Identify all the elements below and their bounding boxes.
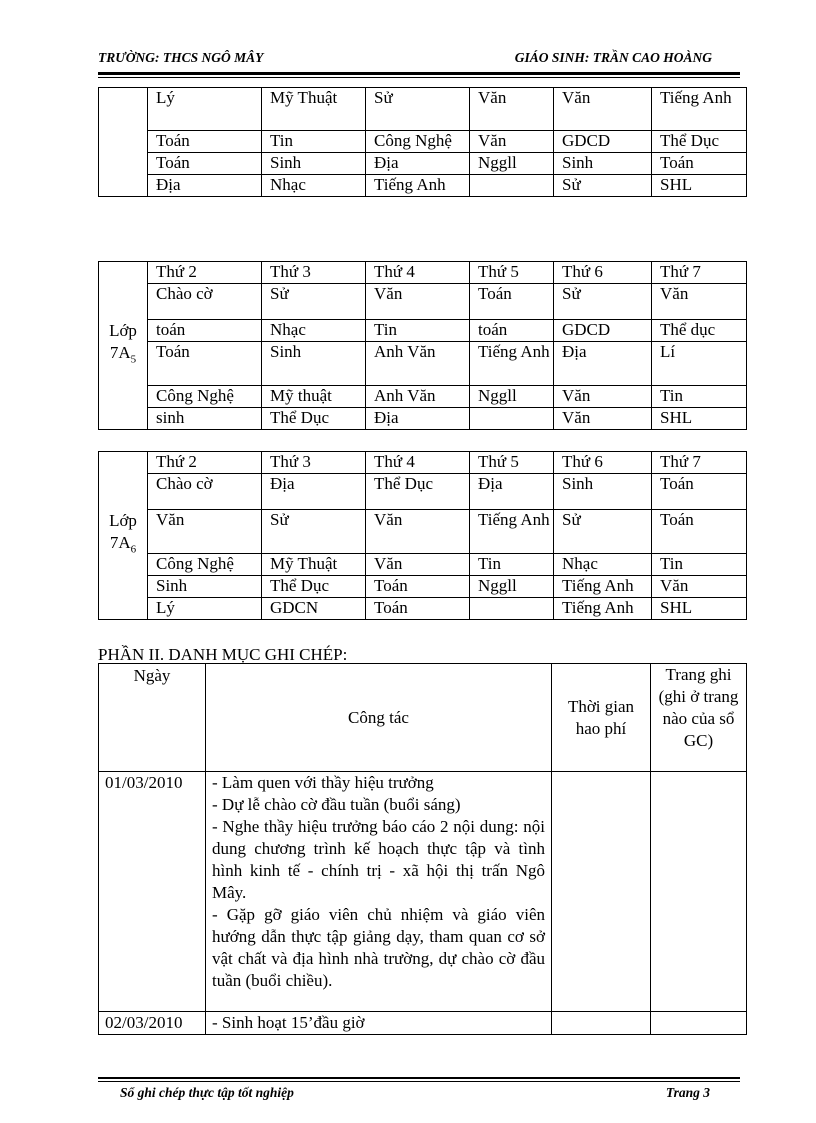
table-cell: Toán <box>148 153 262 175</box>
task-line: - Dự lễ chào cờ đầu tuần (buổi sáng) <box>212 795 461 814</box>
footer-title: Sổ ghi chép thực tập tốt nghiệp <box>120 1085 294 1100</box>
table-cell: toán <box>470 320 554 342</box>
task-line: - Nghe thầy hiệu trưởng báo cáo 2 nội dung: nội dung chương trình kế hoạch thực tập và tình hình kinh tế - chính trị - xã hội thị trấn Ngô Mây. <box>212 817 545 902</box>
table-cell: Thể Dục <box>262 408 366 430</box>
table-cell: GDCD <box>554 320 652 342</box>
table-cell: Nhạc <box>262 175 366 197</box>
table-cell: Nggll <box>470 153 554 175</box>
table-cell: Sử <box>554 510 652 554</box>
page-header-cell: Trang ghi (ghi ở trang nào của sổ GC) <box>651 664 747 772</box>
task-line: - Làm quen với thầy hiệu trưởng <box>212 773 434 792</box>
table-row <box>99 772 747 1012</box>
table-cell: Tin <box>652 554 747 576</box>
table-cell: Lý <box>148 598 262 620</box>
table-cell: Chào cờ <box>148 474 262 510</box>
table-row <box>99 452 747 474</box>
table-cell: Toán <box>148 342 262 386</box>
table-cell: Sử <box>262 284 366 320</box>
table-header-cell: Thứ 3 <box>262 452 366 474</box>
table-cell: Tin <box>652 386 747 408</box>
table-cell: Tin <box>470 554 554 576</box>
table-cell: Lí <box>652 342 747 386</box>
table-cell: Văn <box>652 576 747 598</box>
task-header: Công tác <box>206 664 552 772</box>
table-cell: Mỹ Thuật <box>262 554 366 576</box>
entry-date: 01/03/2010 <box>99 772 206 1012</box>
section-title: PHẦN II. DANH MỤC GHI CHÉP: <box>98 645 348 664</box>
table-cell: Sinh <box>554 153 652 175</box>
table-cell: Nhạc <box>262 320 366 342</box>
table-cell: sinh <box>148 408 262 430</box>
table-header-cell: Thứ 7 <box>652 262 747 284</box>
footer-rule-thin <box>98 1081 740 1082</box>
table-cell: Tiếng Anh <box>554 576 652 598</box>
table-row <box>99 598 747 620</box>
table-cell <box>470 175 554 197</box>
table-row <box>99 131 747 153</box>
table-cell: Toán <box>652 510 747 554</box>
entry-date: 02/03/2010 <box>99 1012 206 1035</box>
class-prefix: Lớp <box>109 321 137 341</box>
entry-time <box>552 772 651 1012</box>
table-cell: Địa <box>470 474 554 510</box>
table-row <box>99 175 747 197</box>
table-cell: Tiếng Anh <box>366 175 470 197</box>
date-header: Ngày <box>99 664 206 772</box>
table-cell: Công Nghệ <box>366 131 470 153</box>
entry-page <box>651 772 747 1012</box>
class-subscript: 6 <box>130 543 137 556</box>
page-number: Trang 3 <box>665 1085 710 1100</box>
table-row <box>99 554 747 576</box>
table-header-cell: Thứ 7 <box>652 452 747 474</box>
table-cell: Anh Văn <box>366 342 470 386</box>
table-cell: Nggll <box>470 576 554 598</box>
table-cell: Mỹ thuật <box>262 386 366 408</box>
timetable-7a5 <box>98 261 747 430</box>
table-row <box>99 1012 747 1035</box>
table-row <box>99 386 747 408</box>
table-cell: Văn <box>470 131 554 153</box>
table-cell: Văn <box>554 386 652 408</box>
table-cell: Địa <box>554 342 652 386</box>
table-cell: Địa <box>148 175 262 197</box>
table-cell: Văn <box>652 284 747 320</box>
task-line: - Gặp gỡ giáo viên chủ nhiệm và giáo viên hướng dẫn thực tập giảng dạy, tham quan cơ sở vật chất và địa hình nhà trường, dự chào cờ đầu tuần (buổi chiều). <box>212 905 545 990</box>
page-header <box>98 50 740 72</box>
table-cell: Văn <box>148 510 262 554</box>
table-header-cell: Thứ 5 <box>470 262 554 284</box>
table-cell: Công Nghệ <box>148 386 262 408</box>
table-cell: Mỹ Thuật <box>262 88 366 131</box>
footer-rule <box>98 1077 740 1079</box>
table-row <box>99 342 747 386</box>
table-cell: Tiếng Anh <box>554 598 652 620</box>
table-cell: Văn <box>366 510 470 554</box>
class-label <box>99 452 148 620</box>
table-header-row <box>99 664 747 772</box>
table-cell: Sinh <box>148 576 262 598</box>
header-rule <box>98 72 740 75</box>
table-cell: Tiếng Anh <box>652 88 747 131</box>
table-cell: Toán <box>148 131 262 153</box>
table-cell: Thể Dục <box>652 131 747 153</box>
table-row <box>99 153 747 175</box>
table-cell: Văn <box>366 554 470 576</box>
table-cell <box>470 408 554 430</box>
table-header-cell: Thứ 6 <box>554 262 652 284</box>
table-cell: Tin <box>366 320 470 342</box>
timetable-continued <box>98 87 747 197</box>
table-row <box>99 284 747 320</box>
table-cell: Toán <box>366 598 470 620</box>
table-header-cell: Thứ 5 <box>470 452 554 474</box>
table-header-cell: Thứ 4 <box>366 452 470 474</box>
table-cell: Thể dục <box>652 320 747 342</box>
table-cell: Văn <box>554 408 652 430</box>
table-row <box>99 474 747 510</box>
table-cell: toán <box>148 320 262 342</box>
timetable-7a6 <box>98 451 747 620</box>
table-cell: Sinh <box>262 153 366 175</box>
class-name: 7A <box>109 343 131 363</box>
table-cell: Toán <box>366 576 470 598</box>
entry-task <box>206 1012 552 1035</box>
table-cell: Tiếng Anh <box>470 342 554 386</box>
table-cell: Nggll <box>470 386 554 408</box>
table-cell: SHL <box>652 408 747 430</box>
table-cell: Sử <box>366 88 470 131</box>
table-cell: Chào cờ <box>148 284 262 320</box>
table-cell: GDCD <box>554 131 652 153</box>
table-cell: Sinh <box>554 474 652 510</box>
table-header-cell: Thứ 4 <box>366 262 470 284</box>
table-header-cell: Thứ 2 <box>148 262 262 284</box>
table-cell: Thể Dục <box>366 474 470 510</box>
table-cell <box>470 598 554 620</box>
class-prefix: Lớp <box>109 511 137 531</box>
table-cell: Địa <box>262 474 366 510</box>
table-cell: Văn <box>554 88 652 131</box>
entry-task <box>206 772 552 1012</box>
table-cell: Sử <box>554 284 652 320</box>
header-rule-thin <box>98 77 740 78</box>
table-row <box>99 408 747 430</box>
table-cell: Nhạc <box>554 554 652 576</box>
work-log-table <box>98 663 747 1035</box>
table-cell: Địa <box>366 153 470 175</box>
table-cell: SHL <box>652 598 747 620</box>
task-line: - Sinh hoạt 15’đầu giờ <box>212 1013 365 1032</box>
table-cell: Sinh <box>262 342 366 386</box>
student-teacher-name: GIÁO SINH: TRẦN CAO HOÀNG <box>514 50 712 65</box>
page-footer <box>120 1085 720 1101</box>
table-cell: Toán <box>470 284 554 320</box>
table-cell: Sử <box>262 510 366 554</box>
table-cell: SHL <box>652 175 747 197</box>
table-cell: Sử <box>554 175 652 197</box>
table-cell: Địa <box>366 408 470 430</box>
table-cell: GDCN <box>262 598 366 620</box>
table-cell: Toán <box>652 474 747 510</box>
table-cell: Thể Dục <box>262 576 366 598</box>
time-header: Thời gian hao phí <box>552 664 651 772</box>
table-cell: Tin <box>262 131 366 153</box>
table-row <box>99 262 747 284</box>
class-name: 7A <box>109 533 131 553</box>
table-cell: Công Nghệ <box>148 554 262 576</box>
school-name: TRƯỜNG: THCS NGÔ MÂY <box>98 50 264 65</box>
table-cell: Văn <box>470 88 554 131</box>
table-cell: Văn <box>366 284 470 320</box>
table-cell: Lý <box>148 88 262 131</box>
table-row <box>99 320 747 342</box>
table-header-cell: Thứ 3 <box>262 262 366 284</box>
entry-time <box>552 1012 651 1035</box>
class-subscript: 5 <box>130 353 137 366</box>
class-cell <box>99 88 148 197</box>
table-row <box>99 510 747 554</box>
table-cell: Anh Văn <box>366 386 470 408</box>
table-row <box>99 88 747 131</box>
table-header-cell: Thứ 6 <box>554 452 652 474</box>
table-header-cell: Thứ 2 <box>148 452 262 474</box>
table-row <box>99 576 747 598</box>
class-label <box>99 262 148 430</box>
table-cell: Toán <box>652 153 747 175</box>
entry-page <box>651 1012 747 1035</box>
table-cell: Tiếng Anh <box>470 510 554 554</box>
